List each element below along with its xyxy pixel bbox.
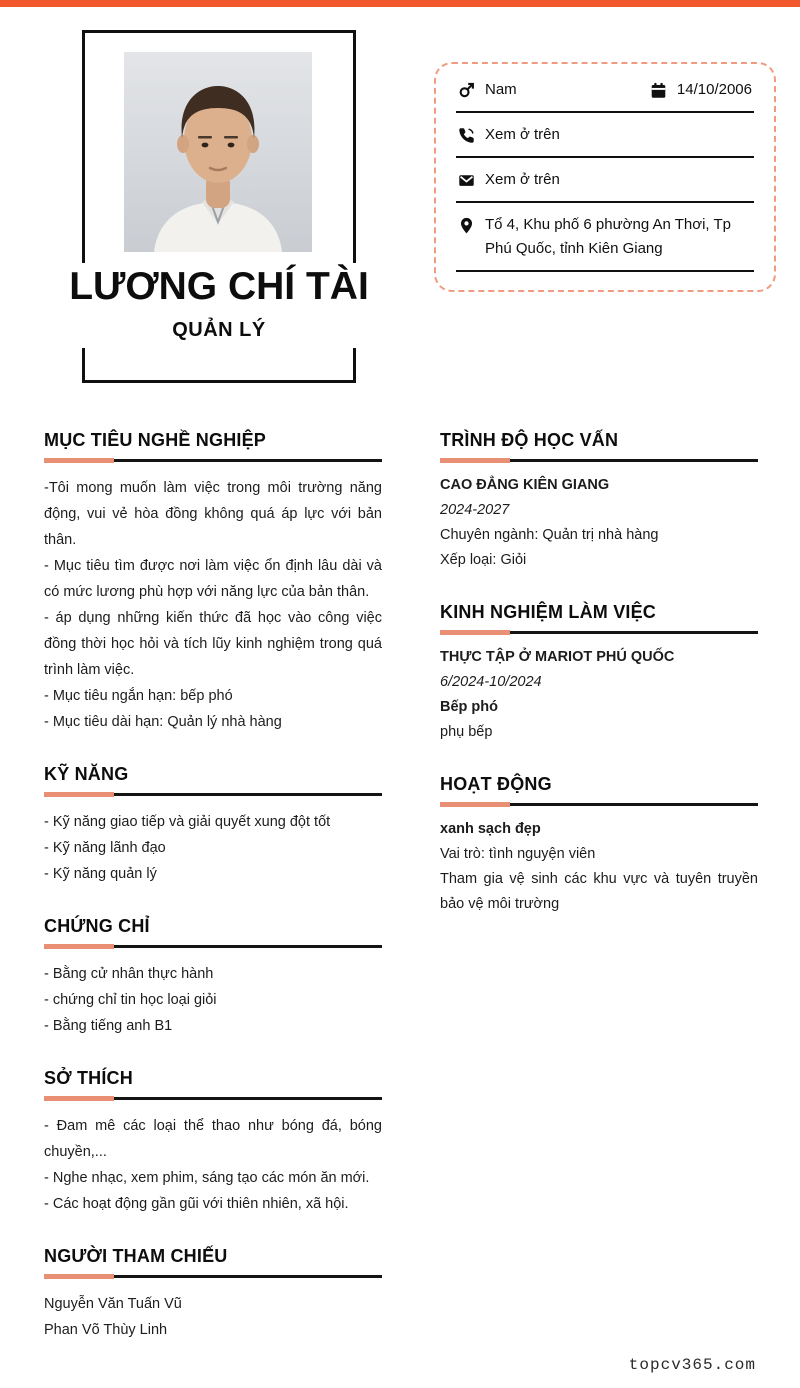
objective-item: - áp dụng những kiến thức đã học vào công việc đồng thời học hỏi và tích lũy kinh nghiệm trong quá trình làm việc. [44,610,382,678]
section-experience [440,602,758,745]
phone-icon [458,127,475,144]
activity-role: Vai trò: tình nguyện viên [440,846,596,862]
education-grade: Xếp loại: Giỏi [440,552,527,568]
contact-card [434,62,776,292]
section-heading: SỞ THÍCH [44,1068,133,1088]
section-education [440,430,758,573]
section-references [44,1246,382,1343]
section-hobbies [44,1068,382,1217]
gender-value: Nam [485,81,517,98]
section-heading: MỤC TIÊU NGHỀ NGHIỆP [44,430,267,450]
certificate-item: - Bằng cử nhân thực hành [44,966,214,982]
education-school: CAO ĐẲNG KIÊN GIANG [440,477,610,493]
hobby-item: - Nghe nhạc, xem phim, sáng tạo các món ăn mới. [44,1170,370,1186]
heading-rule [44,1096,382,1101]
skill-item: - Kỹ năng quản lý [44,866,157,882]
birthdate-value: 14/10/2006 [676,81,752,98]
experience-period: 6/2024-10/2024 [440,674,542,690]
name-block [59,263,379,348]
experience-role: Bếp phó [440,699,498,715]
left-column [44,430,382,1372]
experience-company: THỰC TẬP Ở MARIOT PHÚ QUỐC [440,649,675,665]
watermark: topcv365.com [628,1356,756,1374]
heading-rule [440,630,758,635]
experience-desc: phụ bếp [440,724,493,740]
section-heading: CHỨNG CHỈ [44,916,150,936]
reference-item: Nguyễn Văn Tuấn Vũ [44,1296,182,1312]
right-column [440,430,758,1372]
section-heading: HOẠT ĐỘNG [440,774,552,794]
hobby-item: - Đam mê các loại thể thao như bóng đá, bóng chuyền,... [44,1118,382,1160]
birthdate-field [650,78,752,102]
section-certificates [44,916,382,1039]
heading-rule [440,802,758,807]
hobby-item: - Các hoạt động gần gũi với thiên nhiên, xã hội. [44,1196,349,1212]
section-heading: TRÌNH ĐỘ HỌC VẤN [440,430,619,450]
phone-value: Xem ở trên [485,126,560,143]
heading-rule [44,458,382,463]
section-objective [44,430,382,735]
objective-item: - Mục tiêu tìm được nơi làm việc ổn định lâu dài và có mức lương phù hợp với năng lực của bản thân. [44,558,382,600]
section-heading: NGƯỜI THAM CHIẾU [44,1246,228,1266]
candidate-name: LƯƠNG CHÍ TÀI [69,265,369,308]
education-period: 2024-2027 [440,502,510,518]
heading-rule [44,1274,382,1279]
location-icon [458,217,475,234]
gender-icon [458,82,475,99]
objective-item: - Mục tiêu ngắn hạn: bếp phó [44,688,233,704]
heading-rule [44,944,382,949]
candidate-job-title: QUẢN LÝ [172,318,266,341]
gender-field [458,78,517,102]
activity-name: xanh sạch đẹp [440,821,541,837]
contact-row-phone [456,113,754,158]
address-value: Tổ 4, Khu phố 6 phường An Thơi, Tp Phú Quốc, tỉnh Kiên Giang [485,216,731,257]
certificate-item: - chứng chỉ tin học loại giỏi [44,992,217,1008]
section-skills [44,764,382,887]
contact-row-gender-dob [456,68,754,113]
reference-item: Phan Võ Thùy Linh [44,1322,168,1338]
email-value: Xem ở trên [485,171,560,188]
heading-rule [44,792,382,797]
calendar-icon [650,82,667,99]
certificate-item: - Bằng tiếng anh B1 [44,1018,173,1034]
section-heading: KINH NGHIỆM LÀM VIỆC [440,602,657,622]
contact-row-email [456,158,754,203]
profile-photo [124,52,312,252]
header [0,0,800,400]
skill-item: - Kỹ năng giao tiếp và giải quyết xung đột tốt [44,814,331,830]
section-heading: KỸ NĂNG [44,764,129,784]
activity-desc: Tham gia vệ sinh các khu vực và tuyên truyền bảo vệ môi trường [440,871,758,912]
objective-item: -Tôi mong muốn làm việc trong môi trường năng động, vui vẻ hòa đồng không quá áp lực với bản thân. [44,480,382,548]
education-major: Chuyên ngành: Quản trị nhà hàng [440,527,659,543]
main-content [0,430,800,1372]
contact-row-address [456,203,754,272]
heading-rule [440,458,758,463]
email-icon [458,172,475,189]
section-activities [440,774,758,917]
objective-item: - Mục tiêu dài hạn: Quản lý nhà hàng [44,714,282,730]
skill-item: - Kỹ năng lãnh đạo [44,840,166,856]
